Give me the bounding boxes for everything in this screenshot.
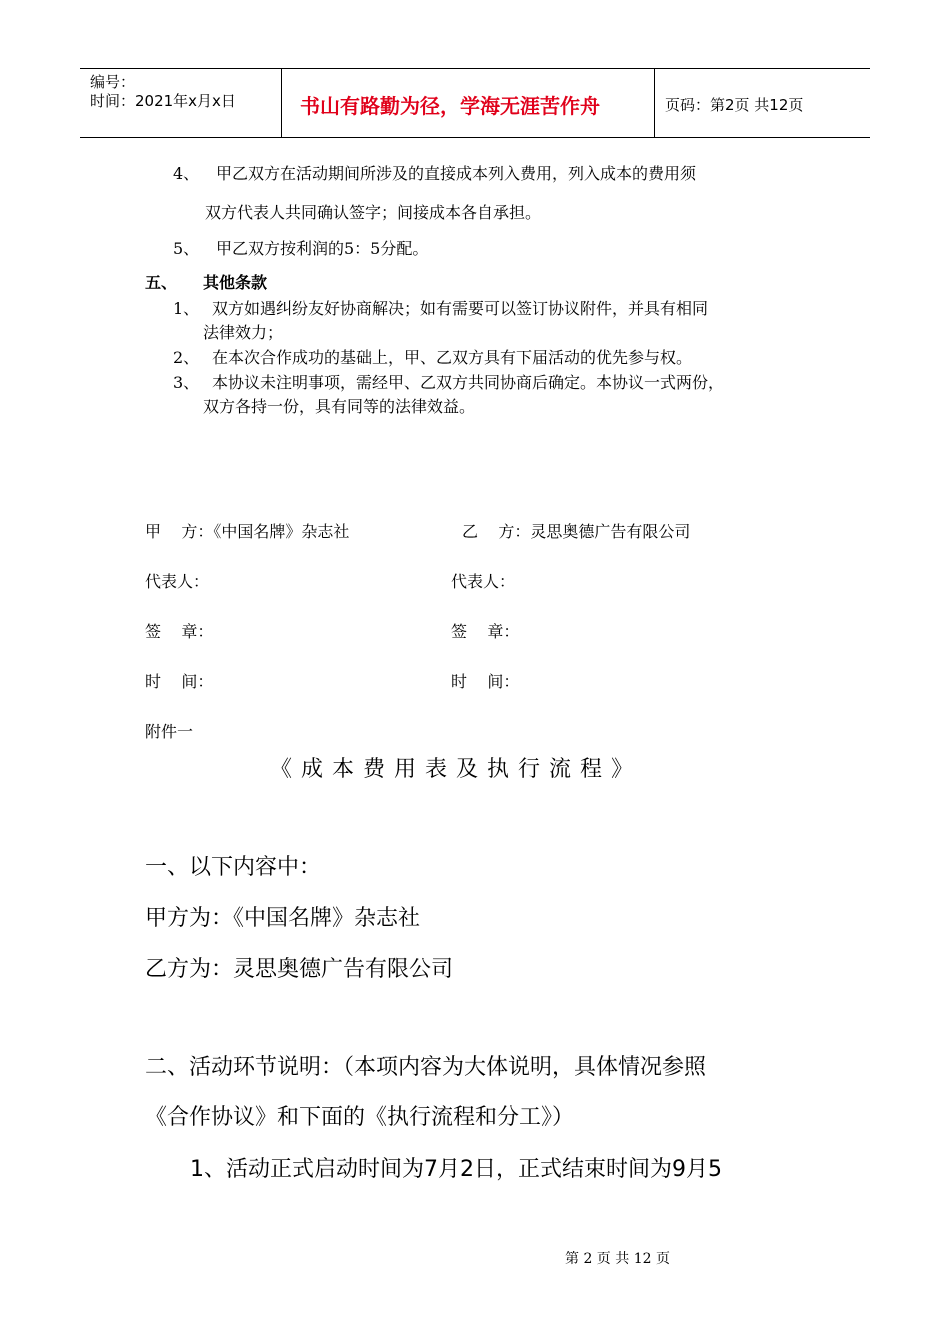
clause-text: 在本次合作成功的基础上，甲、乙双方具有下届活动的优先参与权。	[212, 348, 693, 367]
header-divider	[281, 69, 282, 137]
header-page-info: 页码：第2页 共12页	[665, 96, 804, 114]
part1-heading: 一、以下内容中：	[145, 855, 322, 880]
signature-seal-a: 签 章：	[145, 622, 214, 641]
part1-party-b: 乙方为：灵思奥德广告有限公司	[145, 957, 454, 982]
signature-time-b: 时 间：	[451, 672, 520, 691]
header-time-label: 时间：2021年x月x日	[90, 92, 236, 110]
signature-rep-a: 代表人：	[145, 572, 210, 591]
clause-number: 1、	[173, 299, 200, 318]
attachment-label: 附件一	[145, 722, 194, 741]
page-footer: 第 2 页 共 12 页	[565, 1251, 670, 1267]
signature-party-a: 甲 方：《中国名牌》杂志社	[145, 522, 350, 541]
header-motto: 书山有路勤为径，学海无涯苦作舟	[300, 94, 600, 118]
part2-heading: 《合作协议》和下面的《执行流程和分工》）	[145, 1105, 575, 1130]
signature-time-a: 时 间：	[145, 672, 214, 691]
part2-item: 1、活动正式启动时间为7月2日，正式结束时间为9月5	[190, 1157, 722, 1182]
signature-seal-b: 签 章：	[451, 622, 520, 641]
section-number: 五、	[145, 273, 178, 292]
clause-text: 法律效力；	[203, 323, 284, 342]
clause-text: 双方如遇纠纷友好协商解决；如有需要可以签订协议附件，并具有相同	[212, 299, 709, 318]
attachment-title: 《成本费用表及执行流程》	[270, 757, 643, 782]
clause-text: 甲乙双方在活动期间所涉及的直接成本列入费用，列入成本的费用须	[216, 164, 697, 183]
clause-text: 双方代表人共同确认签字；间接成本各自承担。	[205, 203, 542, 222]
signature-rep-b: 代表人：	[451, 572, 516, 591]
header-divider	[654, 69, 655, 137]
clause-text: 双方各持一份，具有同等的法律效益。	[203, 397, 476, 416]
signature-party-b: 乙 方：灵思奥德广告有限公司	[462, 522, 691, 541]
clause-number: 4、	[173, 164, 200, 183]
header-number-label: 编号：	[90, 73, 136, 91]
part1-party-a: 甲方为：《中国名牌》杂志社	[145, 906, 421, 931]
clause-text: 甲乙双方按利润的5：5分配。	[216, 239, 429, 258]
clause-number: 5、	[173, 239, 200, 258]
clause-text: 本协议未注明事项，需经甲、乙双方共同协商后确定。本协议一式两份，	[212, 373, 725, 392]
clause-number: 2、	[173, 348, 200, 367]
clause-number: 3、	[173, 373, 200, 392]
part2-heading: 二、活动环节说明：（本项内容为大体说明，具体情况参照	[145, 1055, 707, 1080]
section-title: 其他条款	[203, 273, 268, 292]
